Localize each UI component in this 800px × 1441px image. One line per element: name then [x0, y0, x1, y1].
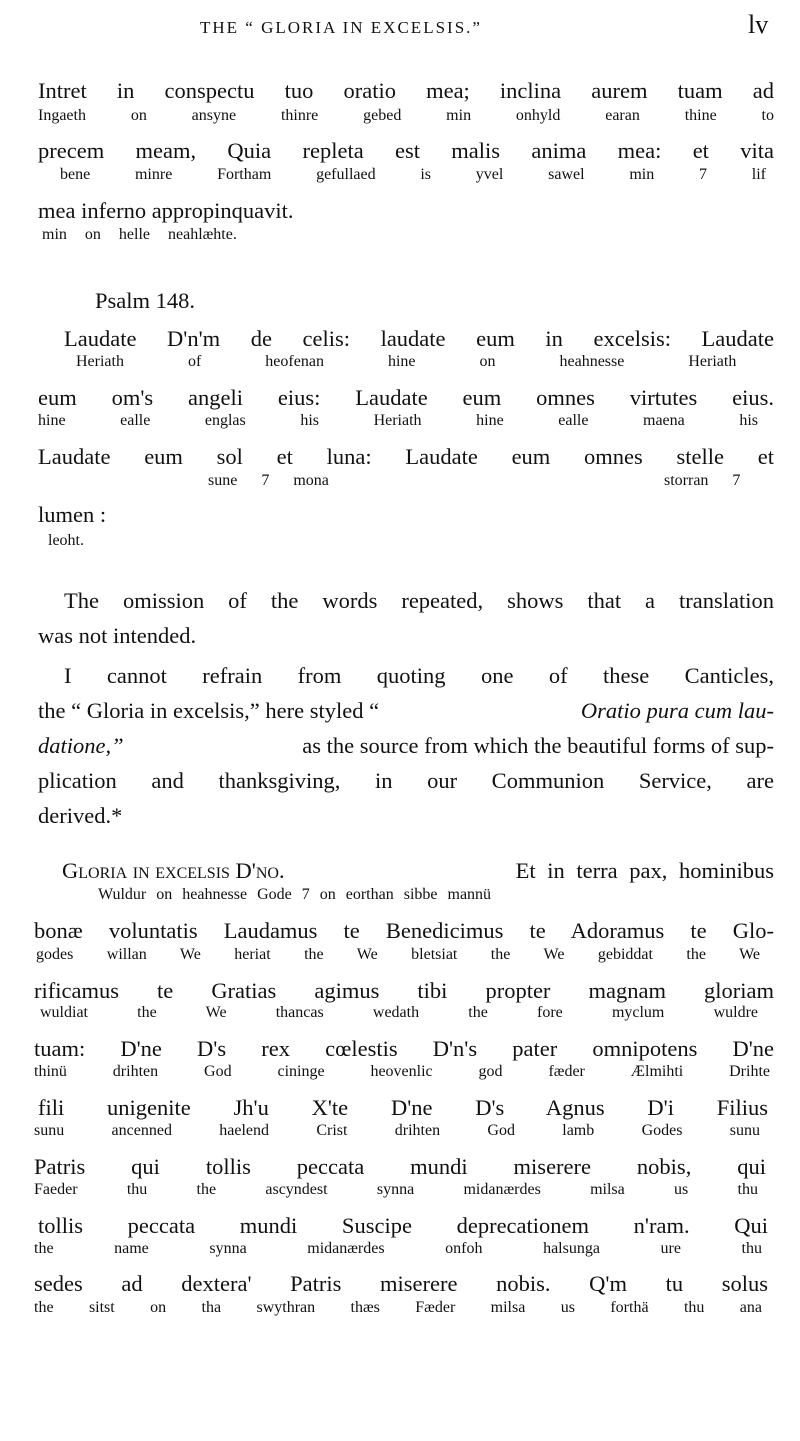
psalm-heading: Psalm 148. [95, 288, 196, 313]
latin-line: precem meam, Quia repleta est malis anima mea: et vita [38, 138, 774, 163]
page-number: lv [748, 10, 769, 39]
latin-line: rificamus te Gratias agimus tibi propter magnam gloriam [34, 978, 774, 1003]
paragraph-line [38, 733, 774, 759]
gloss-line: min on helle neahlæhte. [42, 226, 237, 243]
latin-line: sedes ad dextera' Patris miserere nobis. Q'm tu solus [34, 1271, 768, 1296]
gloss-line: Faeder thu the ascyndest synna midanærdes milsa us thu [34, 1181, 758, 1198]
text: the “ Gloria in excelsis,” here styled “ [38, 698, 380, 723]
latin-line [62, 858, 774, 884]
paragraph-line [38, 698, 774, 724]
running-header: THE “ GLORIA IN EXCELSIS.” [200, 18, 482, 37]
gloss-line: Ingaeth on ansyne thinre gebed min onhyld earan thine to [38, 107, 774, 124]
latin-line: Intret in conspectu tuo oratio mea; inclina aurem tuam ad [38, 78, 774, 103]
gloria-title: Gloria in excelsis D'no. [62, 858, 285, 883]
gloss-line: sune 7 mona [208, 472, 329, 489]
gloss-line: wuldiat the We thancas wedath the fore myclum wuldre [40, 1004, 758, 1021]
gloss-line: sunu ancenned haelend Crist drihten God lamb Godes sunu [34, 1122, 760, 1139]
latin-line: bonæ voluntatis Laudamus te Benedicimus te Adoramus te Glo- [34, 918, 774, 943]
gloss-line: thinü drihten God cininge heovenlic god fæder Ælmihti Drihte [34, 1063, 770, 1080]
latin-line: Patris qui tollis peccata mundi miserere nobis, qui [34, 1154, 766, 1179]
gloss-line: hine ealle englas his Heriath hine ealle maena his [38, 412, 758, 429]
gloss-line: godes willan We heriat the We bletsiat the We gebiddat the We [36, 946, 760, 963]
latin-line: Laudate D'n'm de celis: laudate eum in excelsis: Laudate [64, 326, 774, 351]
paragraph-line: plication and thanksgiving, in our Communion Service, are [38, 768, 774, 793]
latin-line: mea inferno appropinquavit. [38, 198, 294, 223]
paragraph-line: was not intended. [38, 623, 197, 648]
text: Et in terra pax, hominibus [515, 858, 774, 883]
latin-line: lumen : [38, 502, 107, 527]
gloss-line: leoht. [48, 532, 84, 549]
gloss-line: the name synna midanærdes onfoh halsunga ure thu [34, 1240, 762, 1257]
gloss-line: Wuldur on heahnesse Gode 7 on eorthan sibbe mannü [98, 886, 492, 903]
paragraph-line: I cannot refrain from quoting one of these Canticles, [64, 663, 774, 688]
gloss-line: bene minre Fortham gefullaed is yvel sawel min 7 lif [60, 166, 766, 183]
latin-line: eum om's angeli eius: Laudate eum omnes virtutes eius. [38, 385, 774, 410]
gloss-line: the sitst on tha swythran thæs Fæder milsa us forthä thu ana [34, 1299, 762, 1316]
italic-text: Oratio pura cum lau- [580, 698, 774, 723]
gloss-line: Heriath of heofenan hine on heahnesse Heriath [76, 353, 737, 370]
text: as the source from which the beautiful forms of sup- [302, 733, 774, 758]
latin-line: tollis peccata mundi Suscipe deprecationem n'ram. Qui [38, 1213, 768, 1238]
gloss-line: storran 7 [664, 472, 741, 489]
paragraph-line: The omission of the words repeated, shows that a translation [64, 588, 774, 613]
latin-line: fili unigenite Jh'u X'te D'ne D's Agnus D'i Filius [38, 1095, 768, 1120]
paragraph-line: derived.* [38, 803, 123, 828]
latin-line: Laudate eum sol et luna: Laudate eum omnes stelle et [38, 444, 774, 469]
latin-line: tuam: D'ne D's rex cœlestis D'n's pater omnipotens D'ne [34, 1036, 774, 1061]
italic-text: datione,” [38, 733, 124, 758]
